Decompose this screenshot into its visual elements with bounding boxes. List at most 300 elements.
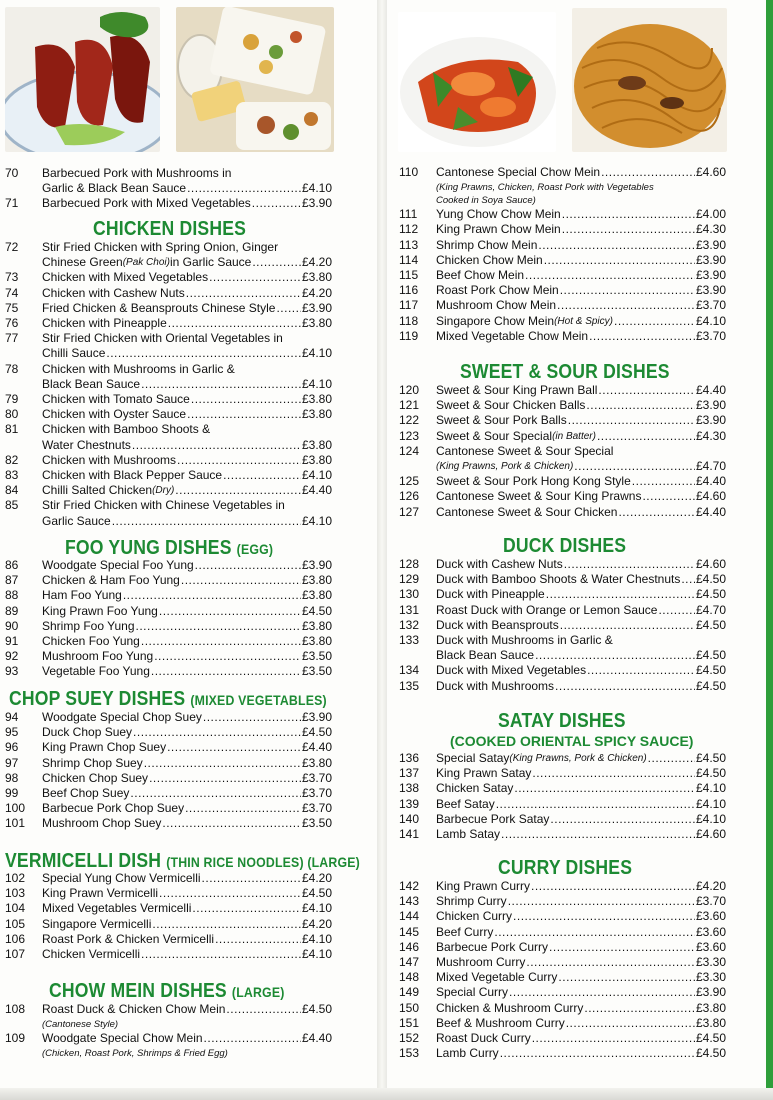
item-name: Beef Chop Suey [42,786,130,800]
item-price: £3.60 [695,909,726,924]
dot-leader [614,314,695,329]
dot-leader [494,925,695,940]
item-name: Shrimp Foo Yung [42,618,135,633]
item-name: Yung Chow Chow Mein [436,207,561,222]
item-number: 112 [399,222,419,237]
item-name: Duck with Mixed Vegetables [436,663,587,678]
item-number: 74 [5,285,19,300]
item-number: 110 [399,165,419,179]
item-price: £4.10 [301,346,332,361]
heading-chop-suey-sub: (MIXED VEGETABLES) [190,692,327,708]
item-price: £4.70 [695,602,726,617]
dot-leader [181,573,301,588]
item-price: £4.50 [695,1046,726,1061]
item-price: £4.40 [695,383,726,397]
item-number: 138 [399,781,420,796]
item-name: Chicken with Bamboo Shoots & [42,422,211,437]
item-number: 136 [399,751,420,765]
dot-leader [597,429,695,444]
item-price: £3.90 [695,413,726,428]
item-number: 115 [399,268,419,282]
item-line [436,618,726,633]
dot-leader [130,786,301,801]
item-line [42,947,332,962]
item-name: Vegetable Foo Yung [42,664,150,679]
item-line [436,429,726,444]
dot-leader [566,1016,695,1031]
item-line-2 [42,438,332,453]
item-number: 124 [399,443,420,458]
item-number: 146 [399,939,420,954]
item-line-2 [436,648,726,663]
item-number: 91 [5,634,19,648]
item-price: £4.40 [695,474,726,489]
item-name: Lamb Curry [436,1046,499,1061]
item-line [436,925,726,940]
item-name: Chicken with Pineapple [42,316,167,330]
item-name: Beef Satay [436,796,495,811]
item-price: £4.50 [301,725,332,740]
dot-leader [513,909,695,924]
item-line [436,474,726,489]
item-line [436,909,726,924]
item-name: Woodgate Special Chop Suey [42,710,202,724]
item-name: Chicken Foo Yung [42,634,140,648]
item-line [42,1031,332,1046]
item-number: 113 [399,237,419,252]
item-price: £3.80 [301,588,332,603]
item-line [42,588,332,603]
dot-leader [558,970,695,985]
item-price: £3.90 [301,196,332,211]
item-price: £3.50 [301,664,332,679]
item-price: £4.40 [301,483,332,498]
item-line [436,398,726,413]
dot-leader [574,459,695,474]
item-line [436,268,726,283]
item-name: Roast Duck Curry [436,1031,531,1045]
item-price: £4.50 [301,603,332,618]
item-name: Special Curry [436,985,509,1000]
item-price: £4.60 [695,489,726,504]
item-price: £3.90 [301,710,332,724]
item-name: Sweet & Sour Special [436,428,553,443]
item-name-tail: in Garlic Sauce [169,255,252,270]
item-note: (King Prawns, Chicken, Roast Pork with Vegetables [436,182,654,194]
dot-leader [141,377,301,392]
item-number: 152 [399,1031,420,1045]
item-price: £3.80 [301,437,332,452]
item-line [42,286,332,301]
dot-leader [509,985,695,1000]
heading-foo-yung-sub: (EGG) [236,541,274,557]
dot-leader [562,207,695,222]
item-line [42,422,332,437]
dot-leader [202,871,301,886]
item-name: Roast Duck with Orange or Lemon Sauce [436,602,658,617]
item-number: 95 [5,725,19,740]
item-price: £3.50 [301,816,332,831]
dot-leader [151,664,301,679]
item-number: 140 [399,811,420,826]
item-line [436,505,726,520]
dot-leader [195,558,301,573]
item-line [436,238,726,253]
item-line [42,710,332,725]
item-name: Shrimp Curry [436,894,507,909]
item-price: £4.50 [695,587,726,602]
dot-leader [152,917,301,932]
dot-leader [191,392,301,407]
item-name: Chicken with Tomato Sauce [42,392,190,406]
item-price: £3.30 [695,955,726,969]
item-qualifier: (Pak Choi) [122,257,170,269]
item-number: 79 [5,392,19,406]
item-name: Singapore Vermicelli [42,916,152,931]
dot-leader [159,604,301,619]
item-number: 100 [5,801,26,816]
item-name: Cantonese Sweet & Sour King Prawns [436,489,642,504]
page-spine [377,0,387,1100]
item-line-2 [42,377,332,392]
item-name: Cantonese Sweet & Sour Chicken [436,504,618,519]
item-name: Chicken with Mushrooms in Garlic & [42,361,235,376]
item-price: £3.90 [695,398,726,413]
item-name: Chicken & Mushroom Curry [436,1000,584,1015]
item-name: Mushroom Chow Mein [436,298,557,313]
item-number: 90 [5,618,19,633]
item-line [436,633,726,648]
item-name: Singapore Chow Mein [436,313,555,328]
item-number: 153 [399,1046,420,1061]
item-price: £4.50 [301,1002,332,1016]
dot-leader [586,398,695,413]
dot-leader [526,955,695,970]
dot-leader [500,1046,695,1061]
item-number: 108 [5,1002,26,1016]
item-number: 143 [399,894,420,909]
item-line [436,314,726,329]
item-line [42,498,332,513]
item-name: King Prawn Curry [436,879,531,893]
dot-leader [132,438,301,453]
item-name-cont: Chilli Sauce [42,346,106,361]
item-name: Ham Foo Yung [42,588,122,603]
dot-leader [560,283,695,298]
dot-leader [501,827,695,842]
item-name: Barbecued Pork with Mushrooms in [42,166,232,180]
item-line-2 [42,346,332,361]
item-number: 99 [5,786,19,800]
item-number: 84 [5,483,19,498]
item-price: £3.80 [695,1000,726,1015]
item-price: £3.60 [695,924,726,939]
item-price: £4.60 [695,557,726,571]
item-price: £4.10 [301,468,332,482]
item-line [436,879,726,894]
item-price: £4.10 [695,811,726,826]
item-line [436,827,726,842]
heading-duck-title: DUCK DISHES [503,535,627,557]
dot-leader [123,588,301,603]
dot-leader [531,879,695,894]
item-number: 72 [5,240,19,254]
item-name: Stir Fried Chicken with Spring Onion, Ginger [42,240,279,254]
item-price: £3.90 [695,985,726,1000]
item-number: 89 [5,603,19,618]
item-number: 117 [399,298,419,313]
item-price: £4.60 [695,827,726,841]
item-line [42,196,332,211]
dot-leader [589,329,695,344]
item-number: 80 [5,407,19,422]
item-line [42,756,332,771]
item-line [42,316,332,331]
item-line [42,649,332,664]
dot-leader [187,181,301,196]
item-line [42,270,332,285]
item-line [42,483,332,498]
item-price: £4.60 [695,165,726,179]
heading-vermicelli-sub: (THIN RICE NOODLES) (LARGE) [166,854,360,870]
item-price: £4.20 [301,871,332,885]
item-name: Barbecue Pork Curry [436,939,549,954]
item-price: £4.20 [301,916,332,931]
dot-leader [215,932,301,947]
dot-leader [514,781,695,796]
item-price: £4.10 [301,947,332,961]
dot-leader [177,453,301,468]
item-line [436,329,726,344]
left-menu-column [5,0,360,1100]
item-name: King Prawn Satay [436,766,532,781]
item-price: £4.20 [301,285,332,300]
item-line [42,786,332,801]
item-number: 125 [399,474,420,489]
item-price: £3.30 [695,970,726,985]
dot-leader [186,286,301,301]
item-name: Sweet & Sour King Prawn Ball [436,383,598,397]
item-number: 70 [5,166,19,180]
item-price: £4.50 [695,678,726,693]
item-price: £3.90 [301,558,332,572]
item-price: £4.50 [695,663,726,678]
item-name: Shrimp Chow Mein [436,237,538,252]
item-name: Woodgate Special Chow Mein [42,1030,203,1045]
item-line [436,557,726,572]
dot-leader [276,301,301,316]
item-name-cont: Black Bean Sauce [436,648,535,663]
item-name: Sweet & Sour Pork Balls [436,413,567,428]
item-name: Shrimp Chop Suey [42,755,143,770]
dot-leader [203,710,301,725]
dot-leader [658,603,695,618]
item-line [436,222,726,237]
item-line [42,871,332,886]
item-number: 118 [399,313,419,328]
item-name: Lamb Satay [436,827,501,841]
item-price: £4.40 [301,1030,332,1045]
item-name: Stir Fried Chicken with Oriental Vegetables in [42,331,283,346]
dot-leader [192,901,301,916]
item-line [436,1046,726,1061]
item-name: Barbecued Pork with Mixed Vegetables [42,196,251,211]
item-price: £3.80 [301,618,332,633]
item-name: Duck with Bamboo Shoots & Water Chestnuts [436,572,681,587]
dot-leader [149,771,301,786]
dot-leader [252,255,301,270]
item-price: £3.90 [695,283,726,298]
item-line [436,970,726,985]
item-price: £3.70 [301,770,332,785]
item-line [42,573,332,588]
dot-leader [532,1031,695,1046]
item-name: Chicken & Ham Foo Yung [42,573,180,588]
item-number: 94 [5,710,19,724]
item-name: Roast Pork Chow Mein [436,283,559,298]
item-note: (Chicken, Roast Pork, Shrimps & Fried Egg) [42,1047,228,1059]
item-line [42,801,332,816]
item-name: Chicken Vermicelli [42,947,141,961]
item-qualifier: (Hot & Spicy) [554,315,613,327]
item-number: 77 [5,331,19,346]
item-name: Mixed Vegetable Chow Mein [436,328,589,343]
item-number: 120 [399,383,420,397]
item-number: 128 [399,557,420,571]
item-price: £3.70 [301,801,332,816]
item-line [42,1002,332,1017]
item-price: £4.20 [301,255,332,270]
item-number: 116 [399,283,419,298]
item-line [42,619,332,634]
item-number: 92 [5,649,19,664]
item-number: 111 [399,207,418,222]
item-number: 145 [399,924,420,939]
item-price: £4.10 [301,181,332,196]
dot-leader [223,468,301,483]
item-number: 150 [399,1000,420,1015]
heading-curry-title: CURRY DISHES [498,857,633,879]
item-line [436,751,726,766]
item-name: King Prawn Foo Yung [42,603,158,618]
item-line [42,664,332,679]
heading-chicken-title: CHICKEN DISHES [93,218,247,240]
item-line [42,886,332,901]
item-line [42,917,332,932]
item-line [436,679,726,694]
item-price: £4.00 [695,207,726,222]
dot-leader [162,816,301,831]
item-note: (Cantonese Style) [42,1019,119,1031]
item-line [436,444,726,459]
item-price: £3.50 [301,649,332,664]
dot-leader [632,474,695,489]
dot-leader [185,801,301,816]
item-qualifier: (King Prawns, Pork & Chicken) [509,753,647,764]
item-name: King Prawn Vermicelli [42,886,159,901]
item-number: 129 [399,572,420,587]
heading-satay-title: SATAY DISHES [498,710,626,732]
item-line [42,932,332,947]
dot-leader [159,886,301,901]
item-price: £3.80 [301,452,332,467]
item-number: 76 [5,316,19,330]
item-name-cont: Garlic Sauce [42,513,111,528]
item-number: 87 [5,573,19,588]
green-edge-stripe [766,0,773,1100]
dot-leader [144,756,301,771]
item-price: £4.50 [301,886,332,901]
item-number: 119 [399,328,419,343]
item-price: £3.70 [695,328,726,343]
item-number: 83 [5,468,19,482]
item-line [436,812,726,827]
item-name-cont: Water Chestnuts [42,437,131,452]
dot-leader [136,619,301,634]
item-line [42,468,332,483]
item-price: £3.90 [695,268,726,282]
item-name: Special Yung Chow Vermicelli [42,871,201,885]
item-line [436,253,726,268]
item-name: Beef Chow Mein [436,268,525,282]
item-number: 147 [399,955,420,969]
item-number: 122 [399,413,420,428]
item-number: 137 [399,766,420,781]
item-line [42,634,332,649]
item-name: Duck with Beansprouts [436,617,559,632]
heading-satay-subtitle: (COOKED ORIENTAL SPICY SAUCE) [450,733,694,749]
item-name: Duck with Mushrooms in Garlic & [436,633,613,647]
item-price: £3.80 [301,316,332,330]
heading-sweet-sour [460,361,670,384]
item-number: 109 [5,1030,26,1045]
dot-leader [544,253,695,268]
item-name: Chicken Curry [436,909,513,924]
item-number: 133 [399,633,420,647]
heading-curry [498,857,632,880]
item-price: £4.10 [301,931,332,946]
item-price: £4.50 [695,766,726,781]
item-number: 121 [399,398,420,413]
item-line [436,663,726,678]
item-price: £4.10 [301,376,332,391]
item-number: 132 [399,617,420,632]
heading-duck [503,535,626,558]
item-price: £3.60 [695,939,726,954]
item-line [436,940,726,955]
item-price: £3.80 [301,270,332,285]
item-name: Duck Chop Suey [42,725,133,740]
item-number: 114 [399,252,419,267]
item-number: 82 [5,452,19,467]
item-number: 141 [399,827,420,841]
item-name: Duck with Mushrooms [436,678,555,693]
item-line [42,301,332,316]
dot-leader [564,557,695,572]
item-name: Woodgate Special Foo Yung [42,558,194,572]
item-price: £3.70 [301,786,332,800]
right-menu-column [399,0,727,1100]
item-name: Cantonese Special Chow Mein [436,165,601,179]
item-name: Chicken Satay [436,781,514,796]
item-name: Special Satay [436,751,510,765]
item-number: 81 [5,422,19,437]
item-price: £3.90 [301,300,332,315]
item-line [436,165,726,180]
item-name: Chicken Chow Mein [436,252,543,267]
dot-leader [141,634,301,649]
item-name: Chicken with Black Pepper Sauce [42,468,223,482]
